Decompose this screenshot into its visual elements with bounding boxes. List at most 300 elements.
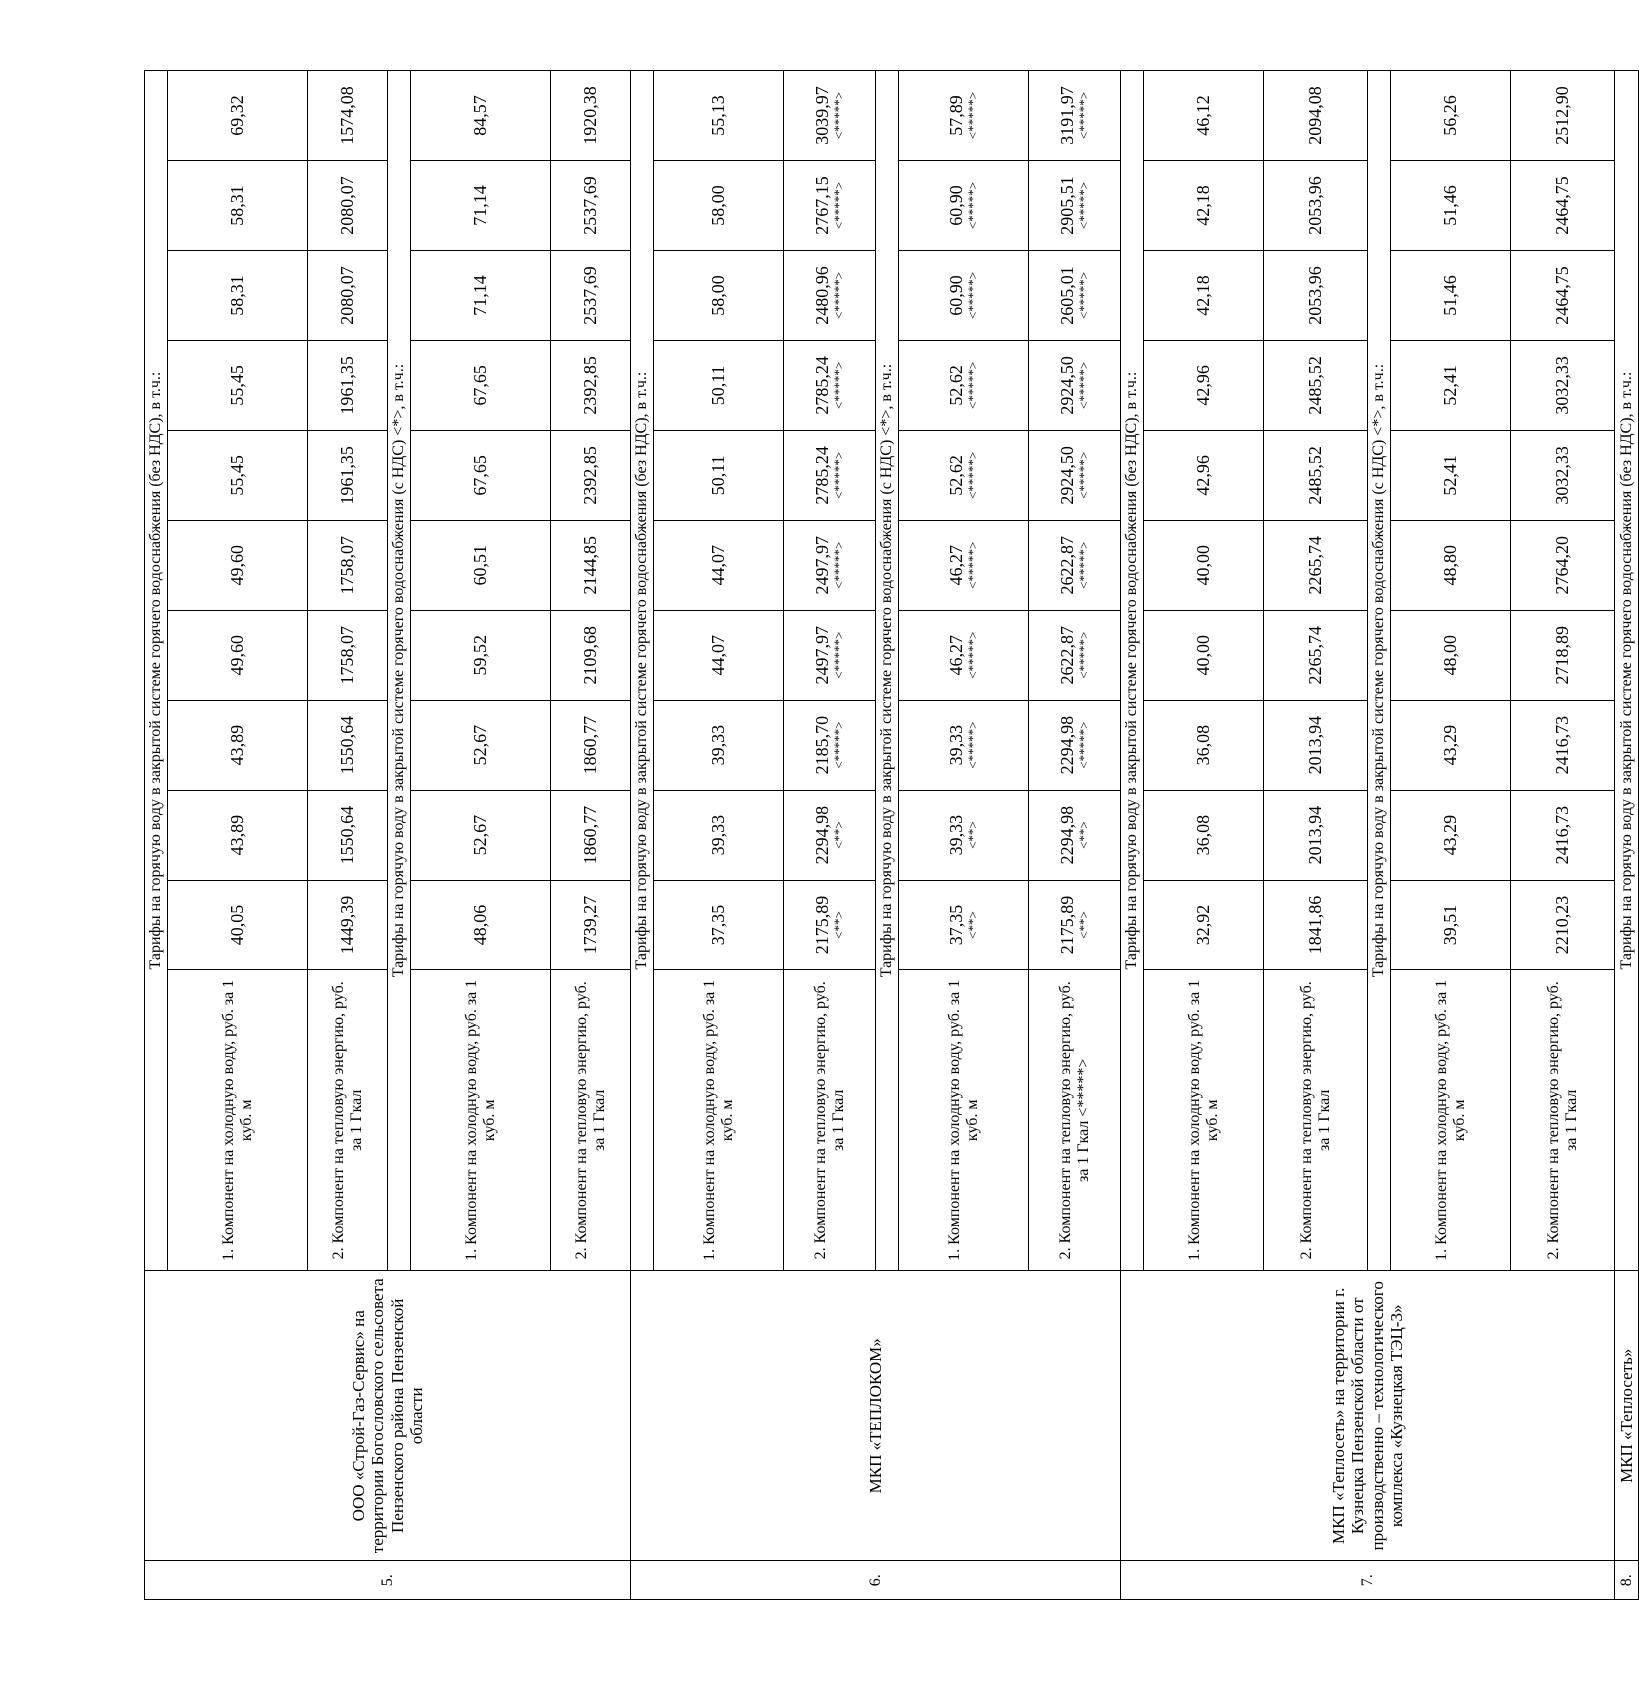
tariff-value: 2497,97 xyxy=(812,536,833,595)
tariff-value: 42,18 xyxy=(1193,275,1214,316)
organization-name: ООО «Строй-Газ-Сервис» на территории Богословского сельсовета Пензенского района Пензенской области xyxy=(145,1271,631,1561)
tariff-value-cell xyxy=(784,610,876,700)
tariff-value-cell xyxy=(1264,700,1368,790)
tariff-value-cell xyxy=(551,790,631,880)
component-label: 1. Компонент на холодную воду, руб. за 1 куб. м xyxy=(168,970,308,1271)
tariff-value: 60,90 xyxy=(946,275,967,316)
tariff-value: 1860,77 xyxy=(580,805,601,865)
tariff-value: 2767,15 xyxy=(812,176,833,235)
tariff-value-cell xyxy=(1511,340,1615,430)
tariff-value: 1550,64 xyxy=(337,805,358,865)
tariff-value-cell xyxy=(1264,161,1368,251)
footnote-mark: <*****> xyxy=(831,631,847,679)
tariff-value-cell xyxy=(1391,700,1511,790)
tariff-value: 52,67 xyxy=(470,814,491,856)
footnote-mark: <**> xyxy=(831,911,847,939)
tariff-value-cell xyxy=(308,340,388,430)
tariff-table xyxy=(144,70,1639,1600)
tariff-value-cell xyxy=(168,700,308,790)
tariff-value: 71,14 xyxy=(470,185,491,226)
tariff-value-cell xyxy=(654,250,784,340)
section-header: Тарифы на горячую воду в закрытой системе горячего водоснабжения (без НДС), в т.ч.: xyxy=(145,71,168,1271)
tariff-value: 59,52 xyxy=(470,634,491,676)
tariff-value: 52,41 xyxy=(1440,365,1461,406)
tariff-value-cell xyxy=(1264,610,1368,700)
tariff-value: 50,11 xyxy=(708,455,729,496)
tariff-value: 58,31 xyxy=(227,275,248,316)
footnote-mark: <*****> xyxy=(831,181,847,230)
footnote-mark: <*****> xyxy=(965,541,981,589)
tariff-value-cell xyxy=(1029,880,1121,970)
rotated-table-frame xyxy=(144,70,1636,1600)
footnote-mark: <*****> xyxy=(965,451,981,499)
footnote-mark: <*****> xyxy=(1076,721,1092,769)
footnote-mark: <*****> xyxy=(965,271,981,320)
tariff-value-cell xyxy=(168,161,308,251)
tariff-value: 2013,94 xyxy=(1305,805,1326,865)
tariff-value: 2924,50 xyxy=(1057,446,1078,505)
tariff-value: 1574,08 xyxy=(337,86,358,145)
footnote-mark: <*****> xyxy=(1076,541,1092,589)
tariff-value: 2080,07 xyxy=(337,266,358,325)
tariff-value-cell xyxy=(784,430,876,520)
tariff-value: 44,07 xyxy=(708,634,729,676)
tariff-value: 1449,39 xyxy=(337,895,358,955)
tariff-value-cell xyxy=(1391,790,1511,880)
tariff-value-cell xyxy=(1391,340,1511,430)
tariff-value: 48,06 xyxy=(470,904,491,946)
tariff-value: 55,45 xyxy=(227,365,248,406)
tariff-value-cell xyxy=(1144,71,1264,161)
tariff-value-cell xyxy=(551,161,631,251)
tariff-value: 2512,90 xyxy=(1552,86,1573,145)
tariff-value-cell xyxy=(899,250,1029,340)
tariff-value-cell xyxy=(168,790,308,880)
tariff-value-cell xyxy=(168,340,308,430)
component-label: 2. Компонент на тепловую энергию, руб. за 1 Гкал xyxy=(1264,970,1368,1271)
component-label: 2. Компонент на тепловую энергию, руб. за 1 Гкал xyxy=(551,970,631,1271)
tariff-value-cell xyxy=(784,340,876,430)
footnote-mark: <**> xyxy=(965,821,981,849)
tariff-value: 2485,52 xyxy=(1305,356,1326,415)
organization-name: МКП «ТЕПЛОКОМ» xyxy=(631,1271,1121,1561)
tariff-value: 43,29 xyxy=(1440,724,1461,766)
tariff-value-cell xyxy=(1511,700,1615,790)
tariff-value-cell xyxy=(654,880,784,970)
tariff-value-cell xyxy=(1029,790,1121,880)
tariff-value-cell xyxy=(1264,250,1368,340)
tariff-value-cell xyxy=(899,700,1029,790)
tariff-value: 3032,33 xyxy=(1552,356,1573,415)
tariff-value: 2605,01 xyxy=(1057,266,1078,325)
tariff-value-cell xyxy=(1391,161,1511,251)
section-header-row xyxy=(631,71,654,1600)
tariff-value: 2924,50 xyxy=(1057,356,1078,415)
tariff-value: 43,29 xyxy=(1440,814,1461,856)
tariff-value-cell xyxy=(168,520,308,610)
tariff-value-cell xyxy=(551,610,631,700)
tariff-value: 60,51 xyxy=(470,545,491,586)
tariff-value: 2537,69 xyxy=(580,266,601,325)
tariff-value: 2094,08 xyxy=(1305,86,1326,145)
tariff-value: 2294,98 xyxy=(1057,715,1078,775)
tariff-value: 2294,98 xyxy=(812,805,833,865)
tariff-value-cell xyxy=(654,430,784,520)
tariff-value: 42,96 xyxy=(1193,455,1214,496)
tariff-value-cell xyxy=(1144,700,1264,790)
tariff-value-cell xyxy=(1511,250,1615,340)
tariff-value-cell xyxy=(899,880,1029,970)
tariff-value: 2464,75 xyxy=(1552,266,1573,325)
tariff-value: 49,60 xyxy=(227,545,248,586)
tariff-value-cell xyxy=(411,880,551,970)
footnote-mark: <*****> xyxy=(965,91,981,140)
tariff-value-cell xyxy=(411,610,551,700)
tariff-value-cell xyxy=(411,250,551,340)
component-label: 2. Компонент на тепловую энергию, руб. за 1 Гкал xyxy=(308,970,388,1271)
tariff-value: 2175,89 xyxy=(1057,895,1078,955)
section-header: Тарифы на горячую воду в закрытой системе горячего водоснабжения (с НДС) <*>, в т.ч.: xyxy=(1368,71,1391,1271)
tariff-value-cell xyxy=(308,250,388,340)
tariff-value-cell xyxy=(1144,790,1264,880)
tariff-value-cell xyxy=(1144,161,1264,251)
tariff-value-cell xyxy=(1029,340,1121,430)
tariff-value-cell xyxy=(654,71,784,161)
tariff-value: 57,89 xyxy=(946,95,967,136)
tariff-value-cell xyxy=(1391,520,1511,610)
tariff-value: 2392,85 xyxy=(580,446,601,505)
tariff-value: 37,35 xyxy=(946,904,967,946)
tariff-value: 2109,68 xyxy=(580,625,601,685)
footnote-mark: <*****> xyxy=(831,721,847,769)
tariff-value: 69,32 xyxy=(227,95,248,136)
tariff-value: 46,12 xyxy=(1193,95,1214,136)
tariff-value: 1739,27 xyxy=(580,895,601,955)
tariff-value-cell xyxy=(411,700,551,790)
tariff-value: 51,46 xyxy=(1440,275,1461,316)
tariff-value-cell xyxy=(899,790,1029,880)
tariff-value-cell xyxy=(784,520,876,610)
tariff-value-cell xyxy=(1264,71,1368,161)
tariff-value-cell xyxy=(1144,430,1264,520)
row-number: 7. xyxy=(1121,1561,1615,1600)
tariff-value: 2785,24 xyxy=(812,446,833,505)
tariff-value-cell xyxy=(411,520,551,610)
tariff-value: 32,92 xyxy=(1193,904,1214,946)
organization-name: МКП «Теплосеть» xyxy=(1615,1271,1639,1561)
tariff-value: 40,00 xyxy=(1193,545,1214,586)
tariff-value-cell xyxy=(411,790,551,880)
section-header: Тарифы на горячую воду в закрытой системе горячего водоснабжения (без НДС), в т.ч.: xyxy=(631,71,654,1271)
tariff-value-cell xyxy=(1264,790,1368,880)
tariff-value-cell xyxy=(1264,520,1368,610)
tariff-value-cell xyxy=(784,880,876,970)
footnote-mark: <*****> xyxy=(965,721,981,769)
tariff-value: 1961,35 xyxy=(337,356,358,415)
tariff-value: 43,89 xyxy=(227,724,248,766)
tariff-value: 39,33 xyxy=(946,724,967,766)
tariff-value: 58,31 xyxy=(227,185,248,226)
tariff-value-cell xyxy=(1264,880,1368,970)
tariff-value: 1758,07 xyxy=(337,536,358,595)
footnote-mark: <**> xyxy=(965,911,981,939)
tariff-value-cell xyxy=(1029,71,1121,161)
tariff-value: 2210,23 xyxy=(1552,895,1573,955)
section-header: Тарифы на горячую воду в закрытой системе горячего водоснабжения (с НДС) <*>, в т.ч.: xyxy=(876,71,899,1271)
tariff-value: 36,08 xyxy=(1193,724,1214,766)
tariff-value-cell xyxy=(308,520,388,610)
tariff-value-cell xyxy=(1511,520,1615,610)
tariff-value: 39,33 xyxy=(946,814,967,856)
component-label: 1. Компонент на холодную воду, руб. за 1 куб. м xyxy=(411,970,551,1271)
component-label: 2. Компонент на тепловую энергию, руб. за 1 Гкал xyxy=(784,970,876,1271)
footnote-mark: <**> xyxy=(1076,821,1092,849)
tariff-value-cell xyxy=(1511,430,1615,520)
tariff-value: 2053,96 xyxy=(1305,266,1326,325)
footnote-mark: <*****> xyxy=(831,361,847,409)
tariff-value-cell xyxy=(899,71,1029,161)
tariff-value-cell xyxy=(168,610,308,700)
tariff-value: 2622,87 xyxy=(1057,536,1078,595)
tariff-value-cell xyxy=(1029,250,1121,340)
tariff-value: 55,45 xyxy=(227,455,248,496)
row-number: 5. xyxy=(145,1561,631,1600)
tariff-value: 39,51 xyxy=(1440,904,1461,946)
footnote-mark: <*****> xyxy=(831,91,847,140)
tariff-value-cell xyxy=(784,790,876,880)
section-header: Тарифы на горячую воду в закрытой системе горячего водоснабжения (без НДС), в т.ч.: xyxy=(1615,71,1639,1271)
footnote-mark: <*****> xyxy=(831,541,847,589)
tariff-value-cell xyxy=(411,430,551,520)
footnote-mark: <*****> xyxy=(831,451,847,499)
footnote-mark: <**> xyxy=(1076,911,1092,939)
tariff-value-cell xyxy=(411,71,551,161)
tariff-value-cell xyxy=(899,520,1029,610)
tariff-value-cell xyxy=(1511,790,1615,880)
component-label: 2. Компонент на тепловую энергию, руб. за 1 Гкал <*****> xyxy=(1029,970,1121,1271)
row-number: 6. xyxy=(631,1561,1121,1600)
tariff-value: 58,00 xyxy=(708,275,729,316)
tariff-value: 40,05 xyxy=(227,904,248,946)
tariff-value-cell xyxy=(551,340,631,430)
tariff-value: 52,62 xyxy=(946,365,967,406)
tariff-value: 2485,52 xyxy=(1305,446,1326,505)
tariff-value: 67,65 xyxy=(470,455,491,496)
tariff-value-cell xyxy=(411,161,551,251)
tariff-value-cell xyxy=(411,340,551,430)
tariff-value-cell xyxy=(551,430,631,520)
tariff-value-cell xyxy=(784,700,876,790)
section-header: Тарифы на горячую воду в закрытой системе горячего водоснабжения (с НДС) <*>, в т.ч.: xyxy=(388,71,411,1271)
tariff-value: 2175,89 xyxy=(812,895,833,955)
tariff-value: 2537,69 xyxy=(580,176,601,235)
tariff-value-cell xyxy=(654,700,784,790)
footnote-mark: <*****> xyxy=(965,631,981,679)
tariff-value: 2416,73 xyxy=(1552,715,1573,775)
tariff-value-cell xyxy=(308,700,388,790)
footnote-mark: <*****> xyxy=(1076,91,1092,140)
tariff-value-cell xyxy=(1391,430,1511,520)
row-number: 8. xyxy=(1615,1561,1639,1600)
tariff-value-cell xyxy=(1029,161,1121,251)
footnote-mark: <*****> xyxy=(831,271,847,320)
tariff-value-cell xyxy=(899,610,1029,700)
tariff-value: 2080,07 xyxy=(337,176,358,235)
section-header: Тарифы на горячую воду в закрытой системе горячего водоснабжения (без НДС), в т.ч.: xyxy=(1121,71,1144,1271)
tariff-value: 71,14 xyxy=(470,275,491,316)
tariff-value: 3032,33 xyxy=(1552,446,1573,505)
tariff-value: 2416,73 xyxy=(1552,805,1573,865)
tariff-value: 2392,85 xyxy=(580,356,601,415)
section-header-row xyxy=(1121,71,1144,1600)
component-label: 2. Компонент на тепловую энергию, руб. за 1 Гкал xyxy=(1511,970,1615,1271)
tariff-value-cell xyxy=(168,71,308,161)
tariff-value: 67,65 xyxy=(470,365,491,406)
tariff-value-cell xyxy=(1144,250,1264,340)
component-label: 1. Компонент на холодную воду, руб. за 1 куб. м xyxy=(1391,970,1511,1271)
component-label: 1. Компонент на холодную воду, руб. за 1 куб. м xyxy=(1144,970,1264,1271)
tariff-value: 49,60 xyxy=(227,634,248,676)
tariff-value-cell xyxy=(1511,880,1615,970)
tariff-value: 2905,51 xyxy=(1057,176,1078,235)
tariff-value-cell xyxy=(654,161,784,251)
tariff-value: 1961,35 xyxy=(337,446,358,505)
footnote-mark: <*****> xyxy=(1076,631,1092,679)
tariff-value-cell xyxy=(551,700,631,790)
tariff-value-cell xyxy=(654,610,784,700)
tariff-value-cell xyxy=(1029,430,1121,520)
footnote-mark: <*****> xyxy=(965,181,981,230)
tariff-value: 60,90 xyxy=(946,185,967,226)
component-label: 1. Компонент на холодную воду, руб. за 1 куб. м xyxy=(654,970,784,1271)
tariff-value: 36,08 xyxy=(1193,814,1214,856)
tariff-value: 2497,97 xyxy=(812,625,833,685)
tariff-value: 2144,85 xyxy=(580,536,601,595)
tariff-value: 3039,97 xyxy=(812,86,833,145)
tariff-value: 46,27 xyxy=(946,545,967,586)
tariff-value: 2764,20 xyxy=(1552,536,1573,595)
tariff-value: 52,62 xyxy=(946,455,967,496)
tariff-value: 1860,77 xyxy=(580,715,601,775)
tariff-value: 84,57 xyxy=(470,95,491,136)
tariff-value-cell xyxy=(308,610,388,700)
tariff-value: 2053,96 xyxy=(1305,176,1326,235)
section-header-row xyxy=(1615,71,1639,1600)
tariff-value-cell xyxy=(1029,610,1121,700)
footnote-mark: <*****> xyxy=(965,361,981,409)
tariff-value-cell xyxy=(308,430,388,520)
section-header-row xyxy=(145,71,168,1600)
tariff-value: 2265,74 xyxy=(1305,536,1326,595)
tariff-value-cell xyxy=(168,880,308,970)
footnote-mark: <**> xyxy=(831,821,847,849)
tariff-value: 52,41 xyxy=(1440,455,1461,496)
tariff-value-cell xyxy=(899,161,1029,251)
tariff-value-cell xyxy=(1144,880,1264,970)
tariff-value: 50,11 xyxy=(708,365,729,406)
tariff-value: 51,46 xyxy=(1440,185,1461,226)
tariff-value: 2294,98 xyxy=(1057,805,1078,865)
tariff-value: 1550,64 xyxy=(337,715,358,775)
tariff-value: 2785,24 xyxy=(812,356,833,415)
tariff-value-cell xyxy=(1029,520,1121,610)
tariff-value-cell xyxy=(784,250,876,340)
tariff-value-cell xyxy=(168,250,308,340)
tariff-value-cell xyxy=(1391,71,1511,161)
tariff-value-cell xyxy=(308,790,388,880)
tariff-value: 56,26 xyxy=(1440,95,1461,136)
tariff-value-cell xyxy=(1144,340,1264,430)
footnote-mark: <*****> xyxy=(1076,271,1092,320)
footnote-mark: <*****> xyxy=(1076,451,1092,499)
tariff-value-cell xyxy=(1391,880,1511,970)
tariff-value: 58,00 xyxy=(708,185,729,226)
tariff-value-cell xyxy=(1511,71,1615,161)
tariff-value-cell xyxy=(168,430,308,520)
tariff-value: 42,18 xyxy=(1193,185,1214,226)
tariff-value-cell xyxy=(654,340,784,430)
tariff-value-cell xyxy=(308,71,388,161)
tariff-value: 43,89 xyxy=(227,814,248,856)
tariff-value-cell xyxy=(1144,610,1264,700)
organization-name: МКП «Теплосеть» на территории г. Кузнецка Пензенской области от производственно – технологического комплекса «Кузнецкая ТЭЦ-3» xyxy=(1121,1271,1615,1561)
tariff-value-cell xyxy=(654,790,784,880)
tariff-value-cell xyxy=(784,71,876,161)
tariff-value: 37,35 xyxy=(708,904,729,946)
tariff-value: 2622,87 xyxy=(1057,625,1078,685)
tariff-value: 40,00 xyxy=(1193,634,1214,676)
tariff-value-cell xyxy=(1391,610,1511,700)
tariff-value: 2718,89 xyxy=(1552,625,1573,685)
tariff-value: 44,07 xyxy=(708,545,729,586)
tariff-value: 2265,74 xyxy=(1305,625,1326,685)
tariff-value-cell xyxy=(308,880,388,970)
tariff-value-cell xyxy=(1144,520,1264,610)
tariff-value: 42,96 xyxy=(1193,365,1214,406)
tariff-value: 2185,70 xyxy=(812,715,833,775)
tariff-value: 48,80 xyxy=(1440,545,1461,586)
tariff-value: 1841,86 xyxy=(1305,895,1326,955)
tariff-value: 2480,96 xyxy=(812,266,833,325)
tariff-value: 1920,38 xyxy=(580,86,601,145)
tariff-value: 46,27 xyxy=(946,634,967,676)
tariff-value-cell xyxy=(1029,700,1121,790)
tariff-value-cell xyxy=(551,71,631,161)
tariff-value: 52,67 xyxy=(470,724,491,766)
tariff-value: 2013,94 xyxy=(1305,715,1326,775)
tariff-value-cell xyxy=(784,161,876,251)
tariff-value-cell xyxy=(899,430,1029,520)
tariff-value-cell xyxy=(1264,340,1368,430)
tariff-value-cell xyxy=(654,520,784,610)
footnote-mark: <*****> xyxy=(1076,181,1092,230)
tariff-value: 2464,75 xyxy=(1552,176,1573,235)
tariff-value: 39,33 xyxy=(708,724,729,766)
tariff-value-cell xyxy=(899,340,1029,430)
component-label: 1. Компонент на холодную воду, руб. за 1 куб. м xyxy=(899,970,1029,1271)
tariff-value-cell xyxy=(1511,610,1615,700)
tariff-value-cell xyxy=(1264,430,1368,520)
tariff-value-cell xyxy=(551,250,631,340)
tariff-value-cell xyxy=(1511,161,1615,251)
tariff-value: 1758,07 xyxy=(337,625,358,685)
tariff-value: 48,00 xyxy=(1440,634,1461,676)
tariff-value-cell xyxy=(551,520,631,610)
footnote-mark: <*****> xyxy=(1076,361,1092,409)
tariff-value-cell xyxy=(1391,250,1511,340)
tariff-value: 3191,97 xyxy=(1057,86,1078,145)
tariff-value-cell xyxy=(551,880,631,970)
